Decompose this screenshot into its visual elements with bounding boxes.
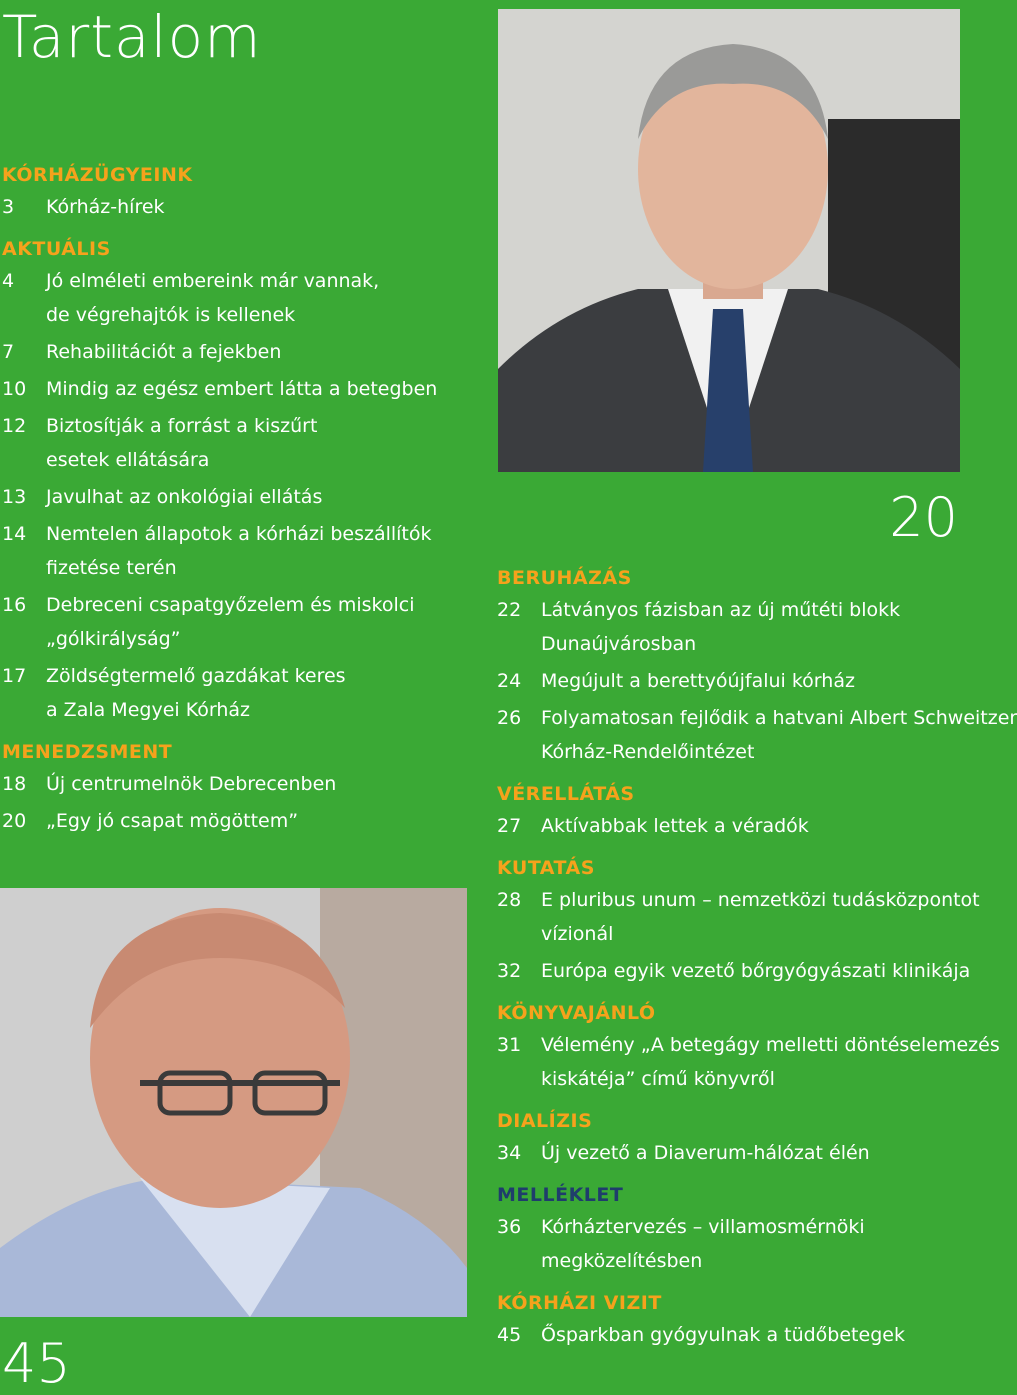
page-number: 12 (2, 415, 27, 437)
toc-entry[interactable] (497, 1210, 957, 1278)
toc-entry[interactable] (2, 659, 462, 727)
section-heading: KÓRHÁZÜGYEINK (2, 164, 193, 186)
toc-section (497, 853, 980, 988)
entry-title (46, 409, 317, 477)
toc-entry[interactable] (2, 517, 462, 585)
toc-section (497, 563, 1017, 769)
toc-entry[interactable] (497, 1136, 957, 1170)
entry-title (541, 664, 855, 698)
section-heading: MELLÉKLET (497, 1184, 624, 1206)
section-heading: DIALÍZIS (497, 1110, 593, 1132)
section-heading: KÓRHÁZI VIZIT (497, 1292, 662, 1314)
page-number: 10 (2, 378, 27, 400)
toc-entry[interactable] (2, 804, 462, 838)
entry-title-line: esetek ellátására (46, 449, 210, 471)
section-heading: MENEDZSMENT (2, 741, 173, 763)
toc-entry[interactable] (497, 664, 957, 698)
toc-section (497, 1106, 957, 1170)
entry-title-line: Ősparkban gyógyulnak a tüdőbetegek (541, 1324, 905, 1346)
entry-title-line: Biztosítják a forrást a kiszűrt (46, 415, 318, 437)
entry-title-line: Európa egyik vezető bőrgyógyászati klinikája (541, 960, 971, 982)
toc-entry[interactable] (2, 480, 462, 514)
section-heading: KÖNYVAJÁNLÓ (497, 1002, 656, 1024)
section-heading: BERUHÁZÁS (497, 567, 632, 589)
toc-entry[interactable] (497, 1318, 957, 1352)
page-number: 17 (2, 665, 27, 687)
page-number: 20 (2, 810, 27, 832)
toc-entry[interactable] (497, 883, 980, 951)
toc-entry[interactable] (497, 1028, 1000, 1096)
entry-title (46, 480, 322, 514)
page-number: 16 (2, 594, 27, 616)
entry-title-line: vízionál (541, 923, 614, 945)
toc-entry[interactable] (497, 954, 971, 988)
entry-title (46, 767, 336, 801)
entry-title-line: a Zala Megyei Kórház (46, 699, 250, 721)
toc-entry[interactable] (2, 190, 462, 224)
entry-title (46, 659, 346, 727)
entry-title-line: megközelítésben (541, 1250, 703, 1272)
entry-title-line: Új vezető a Diaverum-hálózat élén (541, 1142, 870, 1164)
toc-entry[interactable] (497, 701, 1017, 769)
toc-entry[interactable] (2, 409, 462, 477)
toc-left-column (2, 160, 462, 848)
toc-section (497, 779, 957, 843)
page-number: 31 (497, 1034, 522, 1056)
page-number: 26 (497, 707, 522, 729)
entry-title (46, 517, 432, 585)
entry-title-line: E pluribus unum – nemzetközi tudásközpontot (541, 889, 980, 911)
entry-title (46, 372, 437, 406)
entry-title-line: Megújult a berettyóújfalui kórház (541, 670, 855, 692)
entry-title-line: Zöldségtermelő gazdákat keres (46, 665, 346, 687)
entry-title-line: Jó elméleti embereink már vannak, (46, 270, 380, 292)
page-number: 22 (497, 599, 522, 621)
page-number: 18 (2, 773, 27, 795)
toc-entry[interactable] (497, 809, 957, 843)
entry-title (541, 1136, 870, 1170)
page-number: 3 (2, 196, 15, 218)
entry-title (541, 954, 970, 988)
entry-title (46, 588, 414, 656)
entry-title-line: Kórháztervezés – villamosmérnöki (541, 1216, 865, 1238)
page-number: 34 (497, 1142, 522, 1164)
entry-title (46, 190, 165, 224)
toc-section (497, 1180, 957, 1278)
page-number: 4 (2, 270, 15, 292)
entry-title-line: Aktívabbak lettek a véradók (541, 815, 809, 837)
entry-title-line: kiskátéja” című könyvről (541, 1068, 775, 1090)
entry-title-line: de végrehajtók is kellenek (46, 304, 296, 326)
entry-title-line: Látványos fázisban az új műtéti blokk (541, 599, 901, 621)
entry-title (541, 1028, 1000, 1096)
page-number: 32 (497, 960, 522, 982)
entry-title-line: Folyamatosan fejlődik a hatvani Albert Schweitzer (541, 707, 1017, 729)
page-number: 28 (497, 889, 522, 911)
page-title: Tartalom (2, 3, 262, 71)
entry-title (541, 701, 1017, 769)
entry-title (541, 809, 809, 843)
page-number: 45 (497, 1324, 522, 1346)
entry-title-line: Mindig az egész embert látta a betegben (46, 378, 438, 400)
page-number: 27 (497, 815, 522, 837)
toc-section (497, 998, 1000, 1096)
page-number: 24 (497, 670, 522, 692)
page-label-top: 20 (889, 486, 958, 549)
page-number: 7 (2, 341, 15, 363)
entry-title-line: Nemtelen állapotok a kórházi beszállítók (46, 523, 432, 545)
entry-title (541, 883, 980, 951)
section-heading: VÉRELLÁTÁS (497, 783, 635, 805)
entry-title (541, 593, 900, 661)
entry-title-line: Javulhat az onkológiai ellátás (46, 486, 323, 508)
entry-title-line: „gólkirályság” (46, 628, 181, 650)
page-number: 14 (2, 523, 27, 545)
toc-section (2, 234, 462, 727)
entry-title-line: Dunaújvárosban (541, 633, 697, 655)
toc-section (497, 1288, 957, 1352)
portrait-photo-top (498, 9, 960, 472)
entry-title (541, 1318, 905, 1352)
entry-title-line: Debreceni csapatgyőzelem és miskolci (46, 594, 415, 616)
page-label-bottom: 45 (2, 1332, 71, 1395)
page-number: 13 (2, 486, 27, 508)
toc-entry[interactable] (2, 264, 462, 332)
entry-title-line: Rehabilitációt a fejekben (46, 341, 282, 363)
entry-title (541, 1210, 865, 1278)
toc-entry[interactable] (2, 335, 462, 369)
entry-title-line: Kórház-hírek (46, 196, 165, 218)
entry-title (46, 804, 298, 838)
entry-title (46, 335, 281, 369)
entry-title-line: Vélemény „A betegágy melletti döntéselemezés (541, 1034, 1000, 1056)
toc-right-column (497, 563, 1017, 1362)
toc-entry[interactable] (2, 588, 462, 656)
page-number: 36 (497, 1216, 522, 1238)
toc-entry[interactable] (2, 372, 462, 406)
toc-section (2, 160, 462, 224)
toc-entry[interactable] (497, 593, 957, 661)
entry-title-line: „Egy jó csapat mögöttem” (46, 810, 299, 832)
toc-entry[interactable] (2, 767, 462, 801)
entry-title-line: fizetése terén (46, 557, 177, 579)
entry-title (46, 264, 379, 332)
section-heading: KUTATÁS (497, 857, 595, 879)
portrait-photo-bottom (0, 888, 467, 1317)
entry-title-line: Kórház-Rendelőintézet (541, 741, 755, 763)
toc-section (2, 737, 462, 838)
entry-title-line: Új centrumelnök Debrecenben (46, 773, 337, 795)
section-heading: AKTUÁLIS (2, 238, 111, 260)
